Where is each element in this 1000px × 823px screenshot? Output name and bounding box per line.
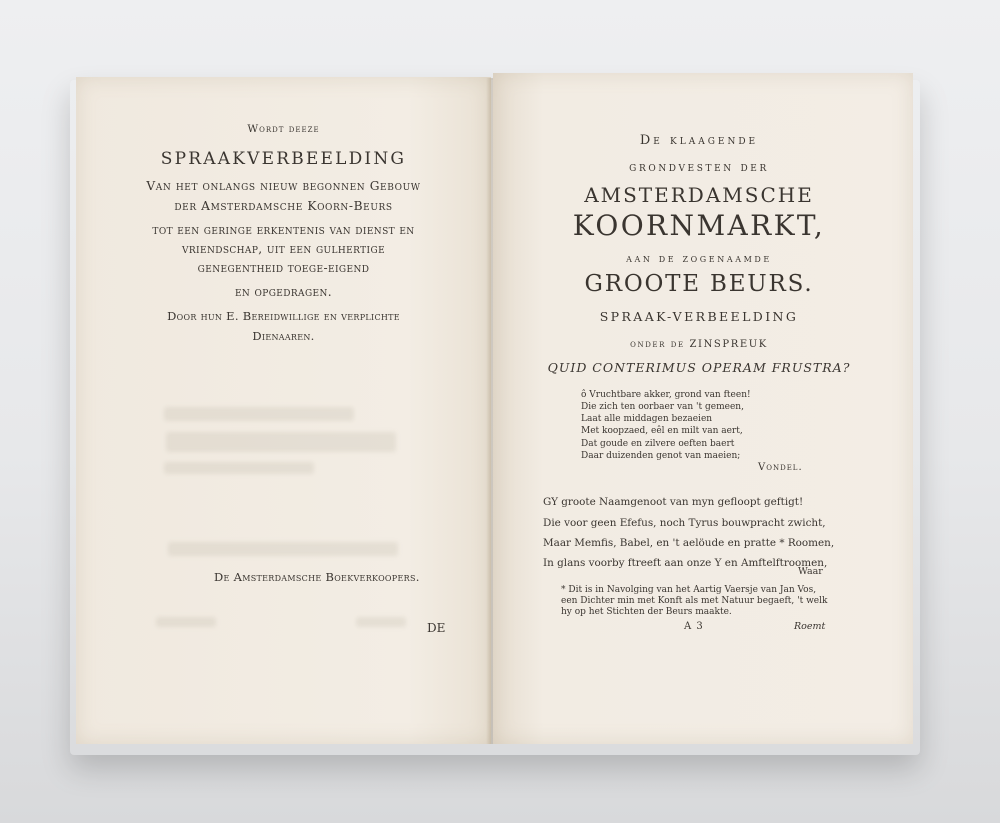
catchword-left: DE xyxy=(427,621,446,635)
dedication-title: SPRAAKVERBEELDING xyxy=(160,149,407,169)
verse-author: Vondel. xyxy=(758,462,803,473)
title-line-2: grondvesten der xyxy=(629,160,769,175)
subtitle: SPRAAK-VERBEELDING xyxy=(599,309,799,324)
title-line-4: KOORNMARKT, xyxy=(572,209,826,242)
verse-line-6: Daar duizenden genot van maeien; xyxy=(581,451,741,461)
title-line-1: De klaagende xyxy=(639,133,759,148)
footnote-line-3: hy op het Stichten der Beurs maakte. xyxy=(561,607,732,617)
footnote-line-2: een Dichter min met Konft als met Natuur begaeft, 't welk xyxy=(561,596,828,606)
dedication-line-8: en opgedragen. xyxy=(234,285,333,299)
signature-mark: A 3 xyxy=(684,621,704,632)
title-line-5: aan de zogenaamde xyxy=(626,251,772,265)
poem-line-4: In glans voorby ftreeft aan onze Y en Amftelftroomen, xyxy=(543,557,828,569)
booksellers-signature: De Amsterdamsche Boekverkoopers. xyxy=(214,570,420,584)
catchword-top: Waar xyxy=(798,566,823,577)
dedication-line-7: genegentheid toege-eigend xyxy=(197,261,370,275)
catchword-right: Roemt xyxy=(794,621,826,632)
motto-intro: onder de ZINSPREUK xyxy=(630,339,768,350)
dedication-line-4: der Amsterdamsche Koorn-Beurs xyxy=(174,199,393,213)
footnote-line-1: * Dit is in Navolging van het Aartig Vaersje van Jan Vos, xyxy=(561,585,817,595)
dedication-line-3: Van het onlangs nieuw begonnen Gebouw xyxy=(146,179,421,193)
dedication-line-1: Wordt deeze xyxy=(247,123,320,135)
poem-line-1: GY groote Naamgenoot van myn gefloopt geftigt! xyxy=(543,496,804,508)
poem-line-3: Maar Memfis, Babel, en 't aelöude en pratte * Roomen, xyxy=(543,537,835,549)
poem-line-2: Die voor geen Efefus, noch Tyrus bouwpracht zwicht, xyxy=(543,517,826,529)
verse-line-4: Met koopzaed, eêl en milt van aert, xyxy=(581,426,743,436)
verse-line-3: Laat alle middagen bezaeien xyxy=(581,414,713,424)
dedication-line-6: vriendschap, uit een gulhertige xyxy=(181,242,386,256)
title-line-6: GROOTE BEURS. xyxy=(584,271,814,297)
right-page xyxy=(493,73,913,744)
dedication-line-10: Dienaaren. xyxy=(252,329,315,343)
verse-line-5: Dat goude en zilvere oeften baert xyxy=(581,439,735,449)
dedication-line-9: Door hun E. Bereidwillige en verplichte xyxy=(167,309,400,323)
latin-motto: QUID CONTERIMUS OPERAM FRUSTRA? xyxy=(547,360,851,375)
dedication-line-5: tot een geringe erkentenis van dienst en xyxy=(152,223,415,237)
verse-line-2: Die zich ten oorbaer van 't gemeen, xyxy=(581,402,744,412)
left-page xyxy=(76,77,491,744)
verse-line-1: ô Vruchtbare akker, grond van fteen! xyxy=(581,390,751,400)
title-line-3: AMSTERDAMSCHE xyxy=(584,183,814,207)
